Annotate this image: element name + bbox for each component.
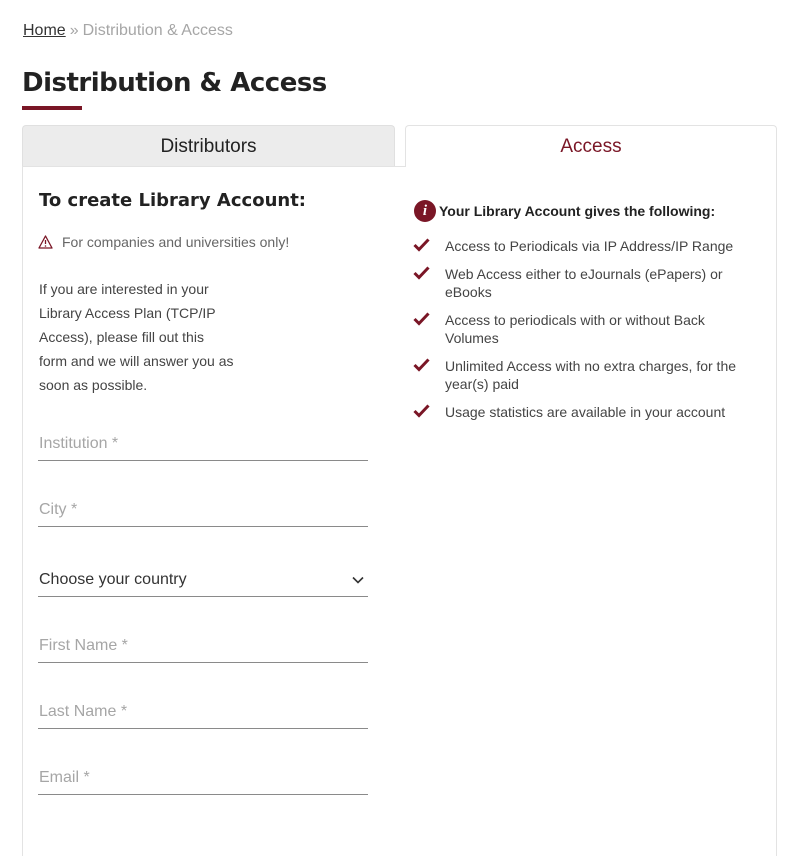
list-item xyxy=(413,237,758,255)
info-icon: i xyxy=(414,200,436,222)
warning-icon xyxy=(38,235,53,249)
checkmark-icon xyxy=(413,312,430,326)
tab-distributors-label: Distributors xyxy=(160,135,257,157)
email-input[interactable] xyxy=(38,761,369,794)
last-name-field xyxy=(38,695,368,729)
benefit-text: Access to periodicals with or without Back Volumes xyxy=(445,312,705,346)
city-input[interactable] xyxy=(38,493,369,526)
benefit-text: Usage statistics are available in your account xyxy=(445,404,726,420)
chevron-down-icon xyxy=(352,576,364,584)
benefit-text: Web Access either to eJournals (ePapers) or eBooks xyxy=(445,266,723,300)
institution-input[interactable] xyxy=(38,427,369,460)
email-field xyxy=(38,761,368,795)
checkmark-icon xyxy=(413,404,430,418)
intro-text: If you are interested in your Library Access Plan (TCP/IP Access), please fill out this form and we will answer you as soon as possible. xyxy=(39,281,234,393)
breadcrumb-separator: » xyxy=(69,22,79,39)
last-name-input[interactable] xyxy=(38,695,369,728)
benefit-text: Access to Periodicals via IP Address/IP Range xyxy=(445,238,734,254)
tab-distributors[interactable] xyxy=(22,125,395,167)
country-select[interactable] xyxy=(38,563,368,597)
breadcrumb-home-link[interactable]: Home xyxy=(23,22,66,39)
city-field xyxy=(38,493,368,527)
access-info-title: Your Library Account gives the following: xyxy=(439,203,716,219)
list-item xyxy=(413,265,758,301)
first-name-input[interactable] xyxy=(38,629,369,662)
access-info-heading xyxy=(414,200,715,222)
checkmark-icon xyxy=(413,358,430,372)
first-name-field xyxy=(38,629,368,663)
warning-note xyxy=(38,234,289,250)
benefit-text: Unlimited Access with no extra charges, for the year(s) paid xyxy=(445,358,737,392)
list-item xyxy=(413,357,758,393)
breadcrumb xyxy=(23,22,233,40)
tab-access-label: Access xyxy=(560,135,622,157)
breadcrumb-current: Distribution & Access xyxy=(82,22,233,39)
title-underline xyxy=(22,106,82,110)
form-title: To create Library Account: xyxy=(39,190,306,211)
list-item xyxy=(413,403,758,421)
page-title: Distribution & Access xyxy=(22,68,327,98)
checkmark-icon xyxy=(413,266,430,280)
institution-field xyxy=(38,427,368,461)
tab-access[interactable] xyxy=(405,125,777,167)
benefits-list xyxy=(413,237,758,431)
panel-divider xyxy=(22,166,405,167)
warning-text: For companies and universities only! xyxy=(62,234,290,250)
checkmark-icon xyxy=(413,238,430,252)
country-select-value: Choose your country xyxy=(39,570,187,588)
list-item xyxy=(413,311,758,347)
